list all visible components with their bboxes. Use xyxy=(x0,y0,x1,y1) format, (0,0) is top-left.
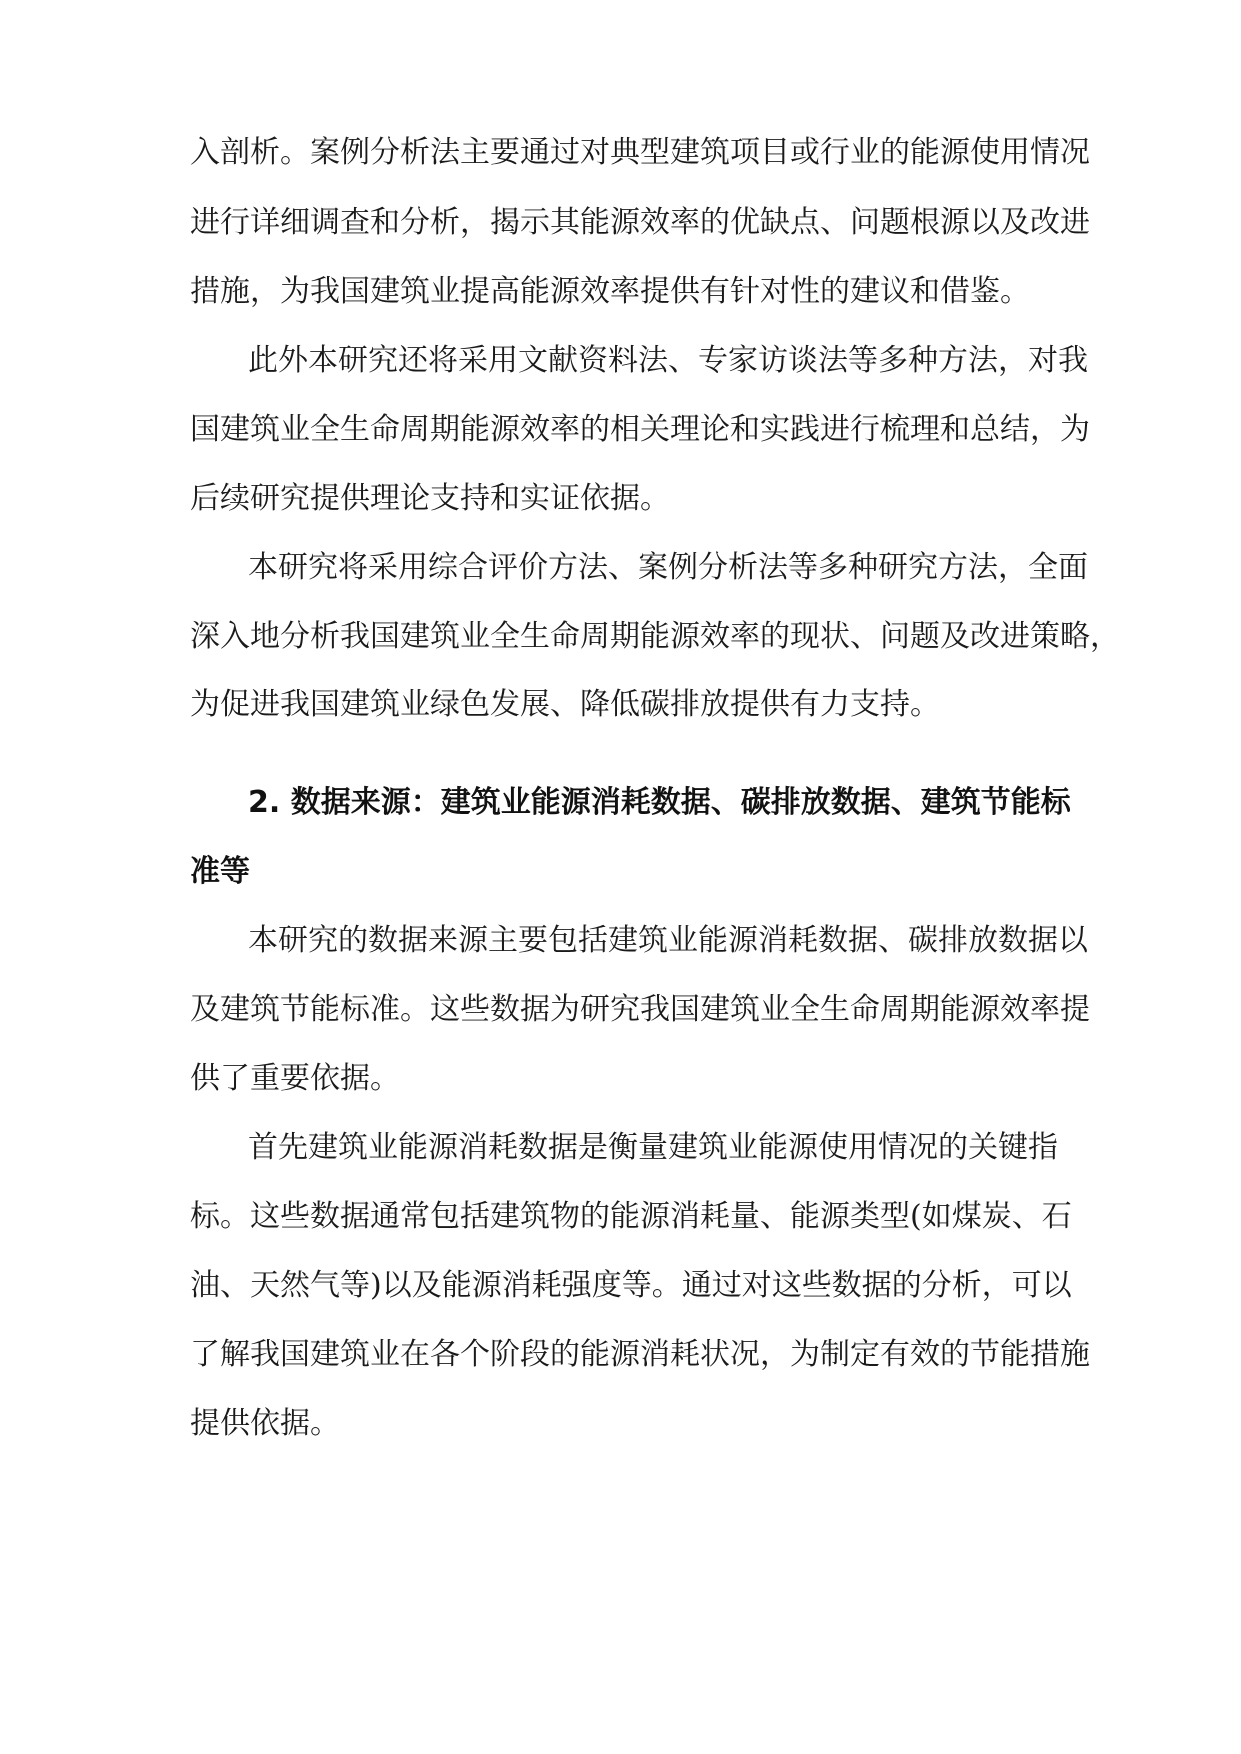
text-line: 油、天然气等)以及能源消耗强度等。通过对这些数据的分析，可以 xyxy=(190,1268,1072,1303)
text-line: 本研究的数据来源主要包括建筑业能源消耗数据、碳排放数据以 xyxy=(248,923,1088,958)
text-line: 国建筑业全生命周期能源效率的相关理论和实践进行梳理和总结，为 xyxy=(190,412,1090,447)
text-line: 供了重要依据。 xyxy=(190,1061,400,1096)
text-line: 为促进我国建筑业绿色发展、降低碳排放提供有力支持。 xyxy=(190,687,940,722)
text-line: 本研究将采用综合评价方法、案例分析法等多种研究方法，全面 xyxy=(248,550,1088,585)
text-line: 首先建筑业能源消耗数据是衡量建筑业能源使用情况的关键指 xyxy=(248,1130,1058,1165)
heading-line: 准等 xyxy=(190,854,250,889)
text-line: 入剖析。案例分析法主要通过对典型建筑项目或行业的能源使用情况 xyxy=(190,135,1090,170)
text-line: 提供依据。 xyxy=(190,1406,340,1441)
heading-line: 2. 数据来源：建筑业能源消耗数据、碳排放数据、建筑节能标 xyxy=(248,785,1071,820)
text-line: 及建筑节能标准。这些数据为研究我国建筑业全生命周期能源效率提 xyxy=(190,992,1090,1027)
text-line: 深入地分析我国建筑业全生命周期能源效率的现状、问题及改进策略， xyxy=(190,619,1120,654)
text-line: 此外本研究还将采用文献资料法、专家访谈法等多种方法，对我 xyxy=(248,343,1088,378)
text-line: 进行详细调查和分析，揭示其能源效率的优缺点、问题根源以及改进 xyxy=(190,205,1090,240)
text-line: 后续研究提供理论支持和实证依据。 xyxy=(190,481,670,516)
text-line: 标。这些数据通常包括建筑物的能源消耗量、能源类型(如煤炭、石 xyxy=(190,1199,1072,1234)
text-line: 措施，为我国建筑业提高能源效率提供有针对性的建议和借鉴。 xyxy=(190,274,1030,309)
text-line: 了解我国建筑业在各个阶段的能源消耗状况，为制定有效的节能措施 xyxy=(190,1337,1090,1372)
